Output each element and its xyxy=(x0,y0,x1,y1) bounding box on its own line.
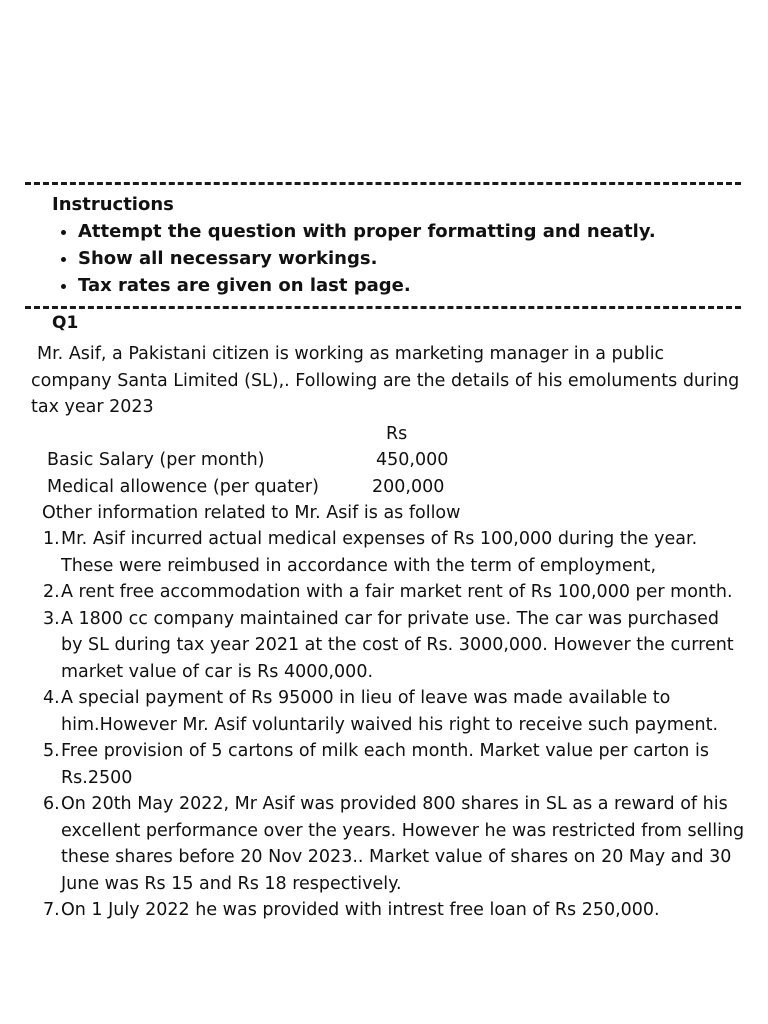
instructions-list xyxy=(52,218,742,299)
top-dashed-divider xyxy=(25,182,741,185)
list-item-number: 3. xyxy=(43,608,60,629)
other-info-heading: Other information related to Mr. Asif is as follow xyxy=(42,503,461,523)
list-item-text: Mr. Asif incurred actual medical expenses of Rs 100,000 during the year. These were reimbused in accordance with the term of employment, xyxy=(61,529,698,576)
list-item-text: On 20th May 2022, Mr Asif was provided 800 shares in SL as a reward of his excellent performance over the years. However he was restricted from selling these shares before 20 Nov 2023.. Market value of shares on 20 May and 30 June was Rs 15 and Rs 18 respectively. xyxy=(61,794,745,894)
instructions-box xyxy=(52,192,742,299)
emolument-value-basic-salary: 450,000 xyxy=(376,450,449,470)
list-item xyxy=(43,791,746,897)
currency-header: Rs xyxy=(386,424,408,444)
list-item xyxy=(43,897,746,924)
list-item-text: On 1 July 2022 he was provided with intrest free loan of Rs 250,000. xyxy=(61,900,660,920)
emolument-label-medical-allowance: Medical allowence (per quater) xyxy=(47,477,319,497)
list-item xyxy=(43,606,746,686)
question-intro: Mr. Asif, a Pakistani citizen is working as marketing manager in a public company Santa Limited (SL),. Following are the details of his emoluments during tax year 2023 xyxy=(31,344,740,417)
list-item-number: 5. xyxy=(43,741,60,761)
list-item xyxy=(43,579,746,606)
instruction-item: • Show all necessary workings. xyxy=(78,245,742,272)
instructions-title: Instructions xyxy=(52,194,174,215)
list-item-text: A rent free accommodation with a fair market rent of Rs 100,000 per month. xyxy=(61,582,733,602)
list-item-text: A special payment of Rs 95000 in lieu of leave was made available to him.However Mr. Asif voluntarily waived his right to receive such payment. xyxy=(61,688,719,735)
list-item-text: A 1800 cc company maintained car for private use. The car was purchased by SL during tax year 2021 at the cost of Rs. 3000,000. However the current market value of car is Rs 4000,000. xyxy=(61,608,734,682)
question-label: Q1 xyxy=(52,313,79,333)
bottom-dashed-divider xyxy=(25,306,741,309)
emolument-value-medical-allowance: 200,000 xyxy=(372,477,445,497)
instruction-item: • Tax rates are given on last page. xyxy=(78,272,742,299)
list-item xyxy=(43,738,746,791)
list-item-number: 6. xyxy=(43,794,60,814)
list-item-text: Free provision of 5 cartons of milk each month. Market value per carton is Rs.2500 xyxy=(61,741,709,788)
list-item-number: 7. xyxy=(43,900,60,920)
details-list xyxy=(43,526,746,924)
list-item-number: 1. xyxy=(43,529,60,549)
list-item-number: 2. xyxy=(43,582,60,602)
emolument-label-basic-salary: Basic Salary (per month) xyxy=(47,450,265,470)
instruction-item: • Attempt the question with proper formatting and neatly. xyxy=(78,218,742,245)
list-item xyxy=(43,526,746,579)
list-item-number: 4. xyxy=(43,688,60,708)
list-item xyxy=(43,685,746,738)
